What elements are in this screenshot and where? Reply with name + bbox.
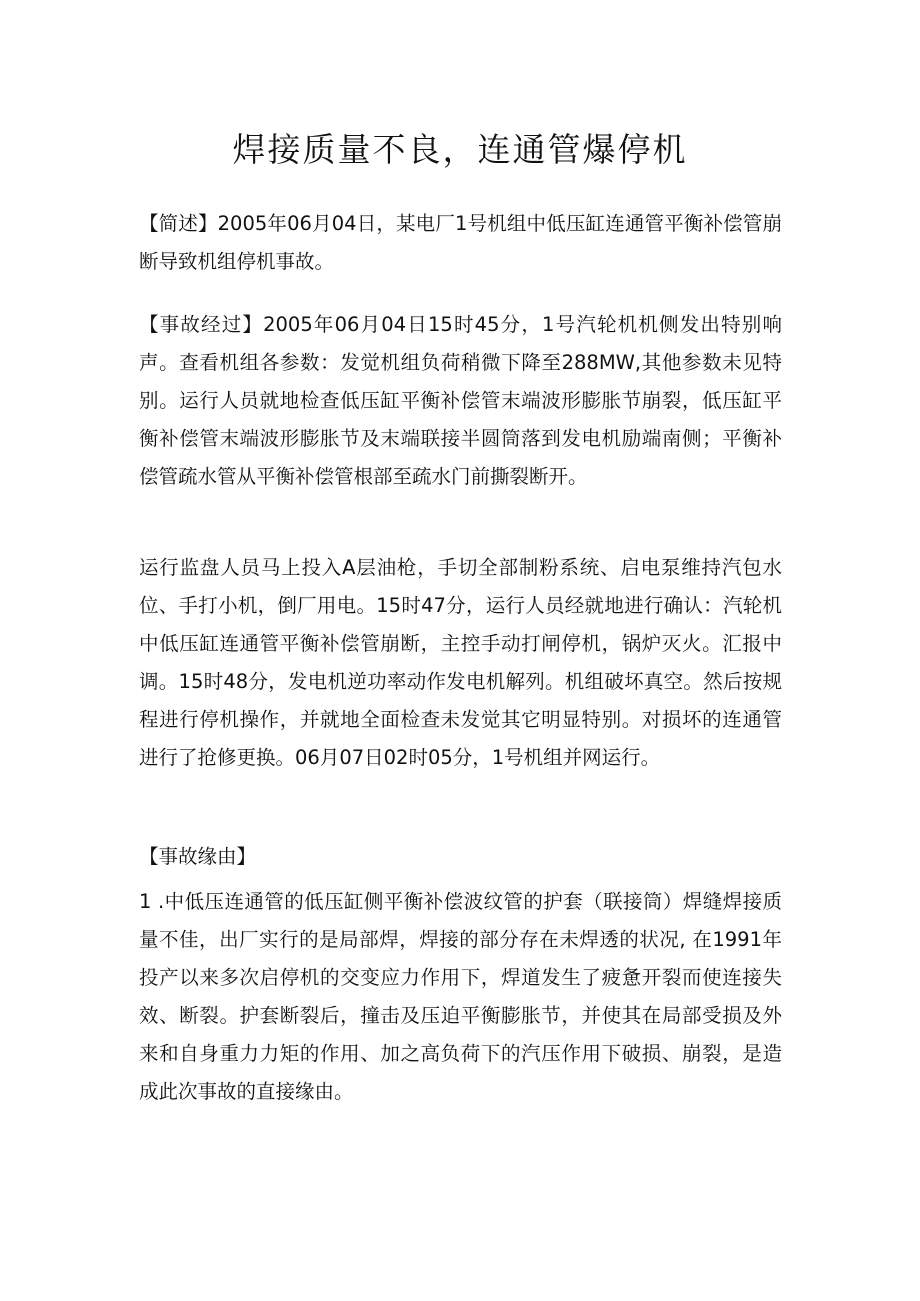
paragraph-cause-1: 1 .中低压连通管的低压缸侧平衡补偿波纹管的护套（联接筒）焊缝焊接质量不佳，出厂实行的是局部焊，焊接的部分存在未焊透的状况, 在1991年投产以来多次启停机的交变应力作用下，焊道发生了疲惫开裂而使连接失效、断裂。护套断裂后，撞击及压迫平衡膨胀节，并使其在局部受损及外来和自身重力力矩的作用、加之高负荷下的汽压作用下破损、崩裂，是造成此次事故的直接缘由。 [139,890,782,1103]
paragraph-operator-response: 运行监盘人员马上投入A层油枪，手切全部制粉系统、启电泵维持汽包水位、手打小机，倒厂用电。15时47分，运行人员经就地进行确认：汽轮机中低压缸连通管平衡补偿管崩断，主控手动打闸停机，锅炉灭火。汇报中调。15时48分，发电机逆功率动作发电机解列。机组破坏真空。然后按规程进行停机操作，并就地全面检查未发觉其它明显特别。对损坏的连通管进行了抢修更换。06月07日02时05分，1号机组并网运行。 [139,556,782,769]
paragraph-incident-process: 【事故经过】2005年06月04日15时45分，1号汽轮机机侧发出特别响声。查看机组各参数：发觉机组负荷稍微下降至288MW,其他参数未见特别。运行人员就地检查低压缸平衡补偿管末端波形膨胀节崩裂，低压缸平衡补偿管末端波形膨胀节及末端联接半圆筒落到发电机励端南侧；平衡补偿管疏水管从平衡补偿管根部至疏水门前撕裂断开。 [139,313,782,488]
document-title: 焊接质量不良，连通管爆停机 [232,130,688,169]
paragraph-summary: 【简述】2005年06月04日，某电厂1号机组中低压缸连通管平衡补偿管崩断导致机组停机事故。 [139,212,782,273]
section-heading-cause: 【事故缘由】 [139,845,257,868]
